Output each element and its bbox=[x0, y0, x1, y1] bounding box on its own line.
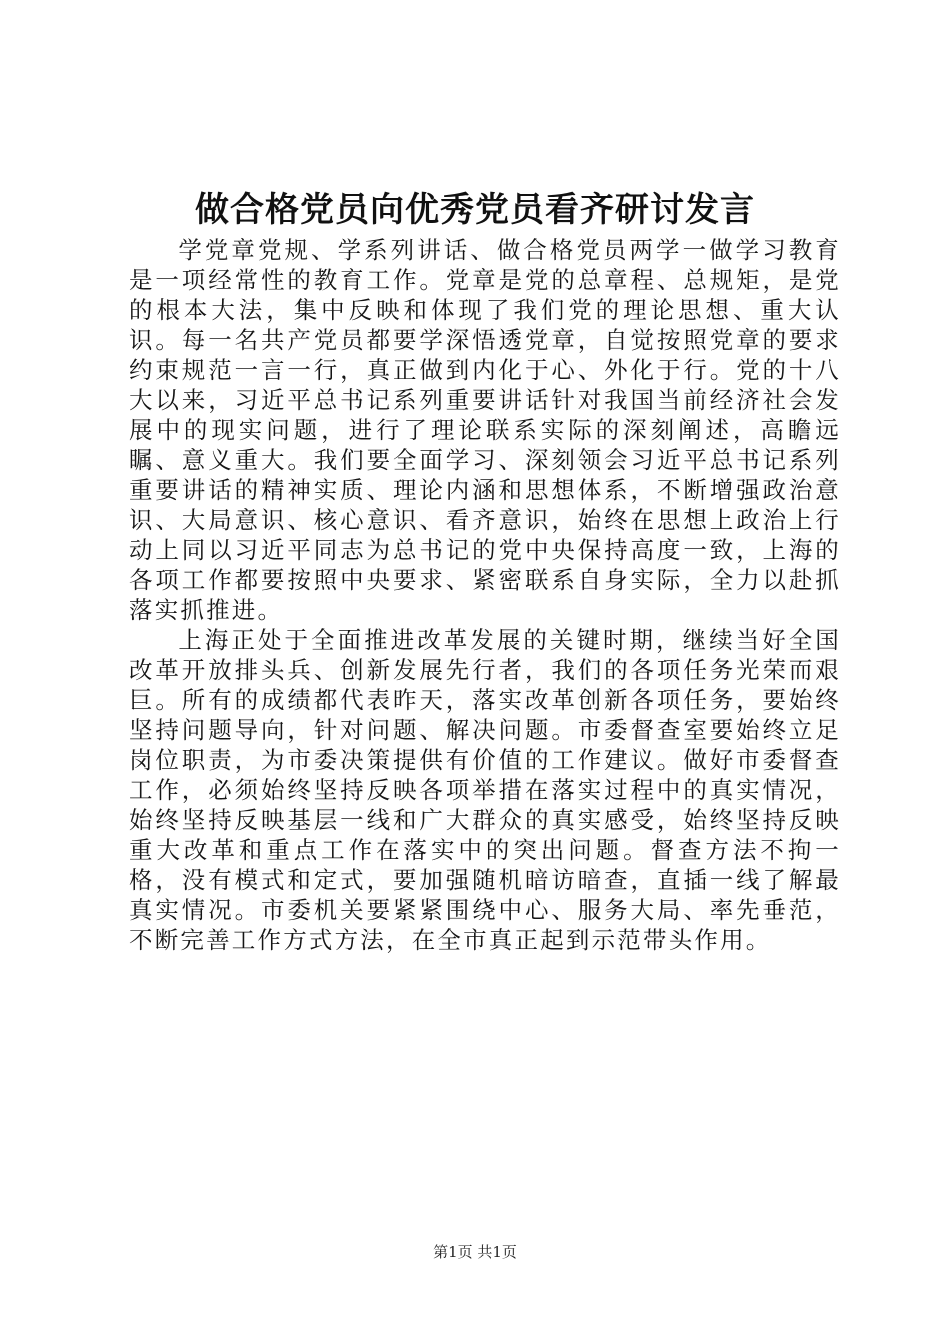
paragraph-1: 学党章党规、学系列讲话、做合格党员两学一做学习教育是一项经常性的教育工作。党章是党的总章程、总规矩，是党的根本大法，集中反映和体现了我们党的理论思想、重大认识。每一名共产党员都要学深悟透党章，自觉按照党章的要求约束规范一言一行，真正做到内化于心、外化于行。党的十八大以来，习近平总书记系列重要讲话针对我国当前经济社会发展中的现实问题，进行了理论联系实际的深刻阐述，高瞻远瞩、意义重大。我们要全面学习、深刻领会习近平总书记系列重要讲话的精神实质、理论内涵和思想体系，不断增强政治意识、大局意识、核心意识、看齐意识，始终在思想上政治上行动上同以习近平同志为总书记的党中央保持高度一致，上海的各项工作都要按照中央要求、紧密联系自身实际，全力以赴抓落实抓推进。 bbox=[129, 236, 841, 624]
paragraph-2: 上海正处于全面推进改革发展的关键时期，继续当好全国改革开放排头兵、创新发展先行者，我们的各项任务光荣而艰巨。所有的成绩都代表昨天，落实改革创新各项任务，要始终坚持问题导向，针对问题、解决问题。市委督查室要始终立足岗位职责，为市委决策提供有价值的工作建议。做好市委督查工作，必须始终坚持反映各项举措在落实过程中的真实情况，始终坚持反映基层一线和广大群众的真实感受，始终坚持反映重大改革和重点工作在落实中的突出问题。督查方法不拘一格，没有模式和定式，要加强随机暗访暗查，直插一线了解最真实情况。市委机关要紧紧围绕中心、服务大局、率先垂范，不断完善工作方式方法，在全市真正起到示范带头作用。 bbox=[129, 626, 841, 954]
page-number-footer: 第1页 共1页 bbox=[433, 1243, 517, 1261]
document-body bbox=[129, 235, 841, 955]
document-title: 做合格党员向优秀党员看齐研讨发言 bbox=[195, 190, 755, 230]
